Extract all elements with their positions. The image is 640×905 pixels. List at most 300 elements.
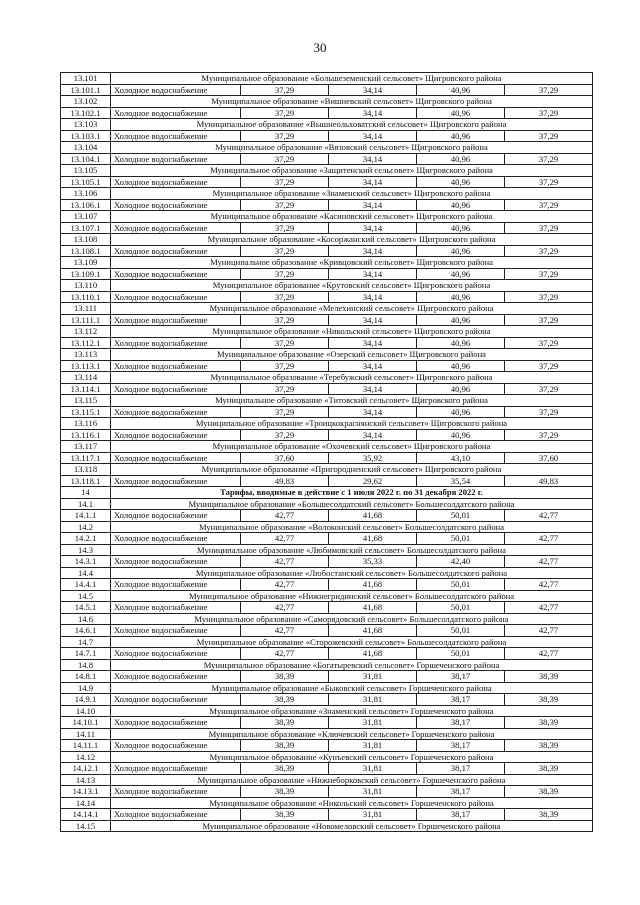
tariff-row	[61, 222, 593, 234]
tariff-row	[61, 579, 593, 591]
tariff-row	[61, 291, 593, 303]
service-name: Холодное водоснабжение	[111, 763, 241, 775]
section-header-row	[61, 326, 593, 338]
tariff-value: 37,29	[505, 406, 593, 418]
tariff-value: 38,39	[241, 694, 329, 706]
tariff-row	[61, 245, 593, 257]
tariff-row	[61, 153, 593, 165]
section-header-row	[61, 774, 593, 786]
section-header-row	[61, 464, 593, 476]
tariff-value: 37,29	[505, 245, 593, 257]
page-number: 30	[313, 40, 327, 55]
tariff-value: 38,39	[241, 740, 329, 752]
section-header: Муниципальное образование «Титовский сельсовет» Щигровского района	[111, 395, 593, 407]
service-name: Холодное водоснабжение	[111, 579, 241, 591]
tariff-value: 41,68	[329, 625, 417, 637]
tariff-value: 34,14	[329, 130, 417, 142]
section-header: Муниципальное образование «Вышнеольховатский сельсовет» Щигровского района	[111, 119, 593, 131]
tariff-row	[61, 786, 593, 798]
row-code: 13.113	[61, 349, 111, 361]
row-code: 13.109	[61, 257, 111, 269]
row-code: 13.114	[61, 372, 111, 384]
tariff-value: 40,96	[417, 314, 505, 326]
tariff-value: 42,77	[505, 602, 593, 614]
tariff-value: 42,77	[241, 510, 329, 522]
tariff-row	[61, 510, 593, 522]
tariff-value: 38,39	[241, 809, 329, 821]
tariff-value: 37,29	[505, 199, 593, 211]
tariff-value: 37,29	[241, 245, 329, 257]
row-code: 14.4.1	[61, 579, 111, 591]
tariff-value: 37,29	[241, 337, 329, 349]
row-code: 13.104	[61, 142, 111, 154]
section-header: Муниципальное образование «Вишневский сельсовет» Щигровского района	[111, 96, 593, 108]
service-name: Холодное водоснабжение	[111, 383, 241, 395]
tariff-value: 34,14	[329, 199, 417, 211]
tariff-value: 42,77	[505, 510, 593, 522]
service-name: Холодное водоснабжение	[111, 360, 241, 372]
service-name: Холодное водоснабжение	[111, 556, 241, 568]
service-name: Холодное водоснабжение	[111, 694, 241, 706]
row-code: 14.8.1	[61, 671, 111, 683]
tariff-row	[61, 717, 593, 729]
tariff-value: 34,14	[329, 222, 417, 234]
row-code: 14.2.1	[61, 533, 111, 545]
tariff-value: 37,29	[241, 130, 329, 142]
section-header-row	[61, 142, 593, 154]
section-header-row	[61, 751, 593, 763]
tariff-value: 34,14	[329, 153, 417, 165]
tariff-value: 34,14	[329, 107, 417, 119]
tariff-row	[61, 360, 593, 372]
tariff-value: 41,68	[329, 602, 417, 614]
tariff-value: 37,29	[241, 268, 329, 280]
tariff-value: 37,29	[505, 153, 593, 165]
tariff-value: 37,29	[241, 314, 329, 326]
section-header: Муниципальное образование «Косоржанский сельсовет» Щигровского района	[111, 234, 593, 246]
row-code: 13.118	[61, 464, 111, 476]
service-name: Холодное водоснабжение	[111, 648, 241, 660]
tariff-value: 37,29	[505, 291, 593, 303]
tariff-value: 37,29	[241, 383, 329, 395]
tariff-value: 38,39	[505, 786, 593, 798]
row-code: 13.107.1	[61, 222, 111, 234]
row-code: 14.5.1	[61, 602, 111, 614]
row-code: 13.118.1	[61, 475, 111, 487]
section-header-row	[61, 349, 593, 361]
tariff-value: 31,81	[329, 786, 417, 798]
section-header: Муниципальное образование «Озерский сельсовет» Щигровского района	[111, 349, 593, 361]
service-name: Холодное водоснабжение	[111, 625, 241, 637]
row-code: 13.110	[61, 280, 111, 292]
row-code: 13.110.1	[61, 291, 111, 303]
tariff-value: 49,83	[241, 475, 329, 487]
section-header: Муниципальное образование «Знаменский сельсовет» Щигровского района	[111, 188, 593, 200]
service-name: Холодное водоснабжение	[111, 130, 241, 142]
tariff-value: 37,29	[241, 429, 329, 441]
row-code: 14.13.1	[61, 786, 111, 798]
tariff-value: 50,01	[417, 602, 505, 614]
section-header: Муниципальное образование «Охочевский сельсовет» Щигровского района	[111, 441, 593, 453]
tariff-row	[61, 671, 593, 683]
service-name: Холодное водоснабжение	[111, 533, 241, 545]
tariff-value: 40,96	[417, 153, 505, 165]
tariff-value: 40,96	[417, 107, 505, 119]
tariff-value: 42,77	[505, 533, 593, 545]
tariff-value: 40,96	[417, 337, 505, 349]
row-code: 13.105.1	[61, 176, 111, 188]
tariff-value: 37,29	[505, 84, 593, 96]
row-code: 14.6.1	[61, 625, 111, 637]
tariff-row	[61, 107, 593, 119]
row-code: 14.3	[61, 544, 111, 556]
tariff-row	[61, 429, 593, 441]
tariff-value: 42,77	[241, 556, 329, 568]
tariff-value: 41,68	[329, 533, 417, 545]
row-code: 14.7.1	[61, 648, 111, 660]
row-code: 14.1	[61, 498, 111, 510]
row-code: 13.107	[61, 211, 111, 223]
tariff-row	[61, 694, 593, 706]
tariff-row	[61, 763, 593, 775]
tariff-value: 40,96	[417, 245, 505, 257]
tariff-value: 50,01	[417, 648, 505, 660]
section-header-row	[61, 682, 593, 694]
tariff-value: 42,40	[417, 556, 505, 568]
tariff-value: 42,77	[241, 533, 329, 545]
section-header-row	[61, 119, 593, 131]
tariff-value: 34,14	[329, 314, 417, 326]
tariff-value: 49,83	[505, 475, 593, 487]
row-code: 14.9.1	[61, 694, 111, 706]
tariff-value: 50,01	[417, 533, 505, 545]
tariff-value: 31,81	[329, 740, 417, 752]
tariff-value: 40,96	[417, 130, 505, 142]
section-header-row	[61, 498, 593, 510]
tariff-value: 34,14	[329, 337, 417, 349]
section-header-row	[61, 211, 593, 223]
tariff-value: 31,81	[329, 763, 417, 775]
row-code: 14.7	[61, 636, 111, 648]
section-header-row	[61, 544, 593, 556]
tariff-row	[61, 452, 593, 464]
section-header: Муниципальное образование «Новомеловский сельсовет» Горшеченского района	[111, 820, 593, 832]
tariff-value: 37,29	[241, 360, 329, 372]
row-code: 13.112.1	[61, 337, 111, 349]
section-header-row	[61, 188, 593, 200]
row-code: 13.101	[61, 73, 111, 85]
tariff-row	[61, 740, 593, 752]
row-code: 13.115.1	[61, 406, 111, 418]
tariff-value: 34,14	[329, 268, 417, 280]
row-code: 14.13	[61, 774, 111, 786]
row-code: 14.14.1	[61, 809, 111, 821]
section-header: Муниципальное образование «Мелехинский сельсовет» Щигровского района	[111, 303, 593, 315]
section-header: Муниципальное образование «Троицкокраснянский сельсовет» Щигровского района	[111, 418, 593, 430]
tariff-value: 50,01	[417, 510, 505, 522]
tariff-value: 38,39	[505, 694, 593, 706]
service-name: Холодное водоснабжение	[111, 222, 241, 234]
section-header-row	[61, 705, 593, 717]
section-header: Муниципальное образование «Защитенский сельсовет» Щигровского района	[111, 165, 593, 177]
row-code: 13.108	[61, 234, 111, 246]
row-code: 14.1.1	[61, 510, 111, 522]
service-name: Холодное водоснабжение	[111, 671, 241, 683]
section-header: Муниципальное образование «Никольский сельсовет» Щигровского района	[111, 326, 593, 338]
row-code: 14.15	[61, 820, 111, 832]
tariff-value: 40,96	[417, 360, 505, 372]
row-code: 13.104.1	[61, 153, 111, 165]
section-header-row	[61, 165, 593, 177]
tariff-value: 34,14	[329, 291, 417, 303]
tariff-value: 37,29	[241, 153, 329, 165]
row-code: 13.114.1	[61, 383, 111, 395]
section-header: Муниципальное образование «Сторожевский сельсовет» Большесолдатского района	[111, 636, 593, 648]
tariff-value: 38,17	[417, 809, 505, 821]
row-code: 13.106	[61, 188, 111, 200]
section-header-row	[61, 441, 593, 453]
row-code: 14.12.1	[61, 763, 111, 775]
row-code: 14.4	[61, 567, 111, 579]
service-name: Холодное водоснабжение	[111, 717, 241, 729]
tariff-value: 38,39	[241, 786, 329, 798]
row-code: 13.116.1	[61, 429, 111, 441]
tariff-row	[61, 648, 593, 660]
row-code: 14.6	[61, 613, 111, 625]
service-name: Холодное водоснабжение	[111, 107, 241, 119]
tariff-value: 40,96	[417, 268, 505, 280]
row-code: 13.115	[61, 395, 111, 407]
tariff-value: 38,39	[505, 740, 593, 752]
tariff-value: 38,39	[505, 717, 593, 729]
tariff-value: 40,96	[417, 176, 505, 188]
tariff-value: 37,29	[505, 383, 593, 395]
row-code: 13.102	[61, 96, 111, 108]
tariff-value: 40,96	[417, 291, 505, 303]
tariff-value: 37,29	[241, 199, 329, 211]
service-name: Холодное водоснабжение	[111, 786, 241, 798]
tariff-value: 41,68	[329, 510, 417, 522]
tariff-value: 37,29	[505, 429, 593, 441]
row-code: 13.109.1	[61, 268, 111, 280]
service-name: Холодное водоснабжение	[111, 602, 241, 614]
tariff-value: 34,14	[329, 176, 417, 188]
section-header: Муниципальное образование «Кунъевский сельсовет» Горшеченского района	[111, 751, 593, 763]
tariff-value: 37,60	[505, 452, 593, 464]
tariff-row	[61, 268, 593, 280]
tariff-value: 38,39	[241, 671, 329, 683]
service-name: Холодное водоснабжение	[111, 809, 241, 821]
row-code: 14.10	[61, 705, 111, 717]
tariff-value: 35,54	[417, 475, 505, 487]
section-header: Муниципальное образование «Быковский сельсовет» Горшеченского района	[111, 682, 593, 694]
service-name: Холодное водоснабжение	[111, 268, 241, 280]
tariff-value: 35,33	[329, 556, 417, 568]
tariff-value: 42,77	[241, 625, 329, 637]
tariff-row	[61, 383, 593, 395]
section-header: Муниципальное образование «Большесолдатский сельсовет» Большесолдатского района	[111, 498, 593, 510]
tariff-value: 37,29	[505, 176, 593, 188]
tariff-table	[60, 72, 593, 832]
row-code: 13.112	[61, 326, 111, 338]
section-header-row	[61, 418, 593, 430]
row-code: 13.111.1	[61, 314, 111, 326]
tariff-row	[61, 314, 593, 326]
section-header-row	[61, 590, 593, 602]
row-code: 14.12	[61, 751, 111, 763]
tariff-row	[61, 406, 593, 418]
section-header-row	[61, 797, 593, 809]
tariff-row	[61, 809, 593, 821]
tariff-value: 38,17	[417, 694, 505, 706]
tariff-value: 38,39	[505, 763, 593, 775]
tariff-value: 38,39	[241, 763, 329, 775]
row-code: 13.101.1	[61, 84, 111, 96]
service-name: Холодное водоснабжение	[111, 176, 241, 188]
tariff-value: 37,29	[241, 84, 329, 96]
tariff-row	[61, 533, 593, 545]
tariff-value: 40,96	[417, 199, 505, 211]
row-code: 13.111	[61, 303, 111, 315]
row-code: 14.3.1	[61, 556, 111, 568]
row-code: 13.103.1	[61, 130, 111, 142]
section-header-row	[61, 521, 593, 533]
service-name: Холодное водоснабжение	[111, 406, 241, 418]
service-name: Холодное водоснабжение	[111, 337, 241, 349]
tariff-row	[61, 199, 593, 211]
tariff-value: 42,77	[241, 602, 329, 614]
row-code: 13.103	[61, 119, 111, 131]
tariff-table-body	[61, 73, 593, 832]
tariff-value: 38,17	[417, 717, 505, 729]
tariff-value: 37,29	[241, 406, 329, 418]
tariff-value: 38,39	[505, 671, 593, 683]
tariff-value: 37,29	[505, 337, 593, 349]
tariff-value: 37,29	[505, 268, 593, 280]
service-name: Холодное водоснабжение	[111, 153, 241, 165]
section-header: Муниципальное образование «Нижнеборковский сельсовет» Горшеченского района	[111, 774, 593, 786]
tariff-value: 37,60	[241, 452, 329, 464]
section-header-row	[61, 372, 593, 384]
section-header: Муниципальное образование «Касиновский сельсовет» Щигровского района	[111, 211, 593, 223]
tariff-value: 42,77	[505, 625, 593, 637]
service-name: Холодное водоснабжение	[111, 245, 241, 257]
section-header: Муниципальное образование «Богатыревский сельсовет» Горшеченского района	[111, 659, 593, 671]
tariff-value: 34,14	[329, 84, 417, 96]
section-header: Муниципальное образование «Никольский сельсовет» Горшеченского района	[111, 797, 593, 809]
row-code: 13.105	[61, 165, 111, 177]
tariff-value: 50,01	[417, 579, 505, 591]
section-header: Муниципальное образование «Пригородненский сельсовет» Щигровского района	[111, 464, 593, 476]
tariff-value: 42,77	[505, 579, 593, 591]
tariff-value: 35,92	[329, 452, 417, 464]
row-code: 13.102.1	[61, 107, 111, 119]
row-code: 14.2	[61, 521, 111, 533]
section-header-row	[61, 303, 593, 315]
service-name: Холодное водоснабжение	[111, 510, 241, 522]
tariff-value: 31,81	[329, 671, 417, 683]
tariff-value: 37,29	[505, 360, 593, 372]
tariff-value: 42,77	[505, 556, 593, 568]
tariff-value: 37,29	[241, 291, 329, 303]
tariff-value: 42,77	[241, 648, 329, 660]
tariff-value: 34,14	[329, 383, 417, 395]
section-header: Муниципальное образование «Саморядовский сельсовет» Большесолдатского района	[111, 613, 593, 625]
section-header: Муниципальное образование «Ключевский сельсовет» Горшеченского района	[111, 728, 593, 740]
section-header-row	[61, 567, 593, 579]
tariff-value: 34,14	[329, 406, 417, 418]
tariff-row	[61, 84, 593, 96]
section-header-row	[61, 613, 593, 625]
tariff-value: 42,77	[505, 648, 593, 660]
service-name: Холодное водоснабжение	[111, 740, 241, 752]
tariff-value: 38,17	[417, 786, 505, 798]
row-code: 14.9	[61, 682, 111, 694]
tariff-value: 37,29	[505, 107, 593, 119]
section-header: Муниципальное образование «Волоконский сельсовет» Большесолдатского района	[111, 521, 593, 533]
tariff-row	[61, 556, 593, 568]
service-name: Холодное водоснабжение	[111, 291, 241, 303]
section-header-row	[61, 820, 593, 832]
tariff-value: 34,14	[329, 360, 417, 372]
section-header-row	[61, 659, 593, 671]
section-header-row	[61, 280, 593, 292]
section-header-row	[61, 234, 593, 246]
tariff-value: 34,14	[329, 245, 417, 257]
row-code: 13.108.1	[61, 245, 111, 257]
section-header: Муниципальное образование «Кривцовский сельсовет» Щигровского района	[111, 257, 593, 269]
tariff-value: 31,81	[329, 694, 417, 706]
tariff-row	[61, 337, 593, 349]
row-code: 13.106.1	[61, 199, 111, 211]
section-header-row	[61, 257, 593, 269]
tariff-row	[61, 475, 593, 487]
section-header: Муниципальное образование «Вязовский сельсовет» Щигровского района	[111, 142, 593, 154]
tariff-value: 38,17	[417, 671, 505, 683]
tariff-value: 34,14	[329, 429, 417, 441]
section-header-row	[61, 395, 593, 407]
tariff-row	[61, 602, 593, 614]
tariff-row	[61, 130, 593, 142]
tariff-value: 41,68	[329, 579, 417, 591]
section-header: Муниципальное образование «Любимовский сельсовет» Большесолдатского района	[111, 544, 593, 556]
row-code: 14.8	[61, 659, 111, 671]
tariff-value: 41,68	[329, 648, 417, 660]
tariff-value: 29,62	[329, 475, 417, 487]
tariff-value: 37,29	[505, 222, 593, 234]
tariff-value: 38,17	[417, 740, 505, 752]
row-code: 14	[61, 487, 111, 499]
row-code: 13.116	[61, 418, 111, 430]
tariff-value: 40,96	[417, 383, 505, 395]
tariff-value: 40,96	[417, 406, 505, 418]
row-code: 14.14	[61, 797, 111, 809]
section-header: Муниципальное образование «Нижнегридинский сельсовет» Большесолдатского района	[111, 590, 593, 602]
section-header: Муниципальное образование «Большеземенский сельсовет» Щигровского района	[111, 73, 593, 85]
tariff-value: 37,29	[505, 130, 593, 142]
tariff-value: 37,29	[241, 222, 329, 234]
row-code: 13.117	[61, 441, 111, 453]
row-code: 14.10.1	[61, 717, 111, 729]
section-header-row	[61, 728, 593, 740]
service-name: Холодное водоснабжение	[111, 452, 241, 464]
section-header: Муниципальное образование «Теребужский сельсовет» Щигровского района	[111, 372, 593, 384]
tariff-value: 42,77	[241, 579, 329, 591]
tariff-value: 40,96	[417, 429, 505, 441]
row-code: 14.5	[61, 590, 111, 602]
tariff-row	[61, 176, 593, 188]
service-name: Холодное водоснабжение	[111, 314, 241, 326]
